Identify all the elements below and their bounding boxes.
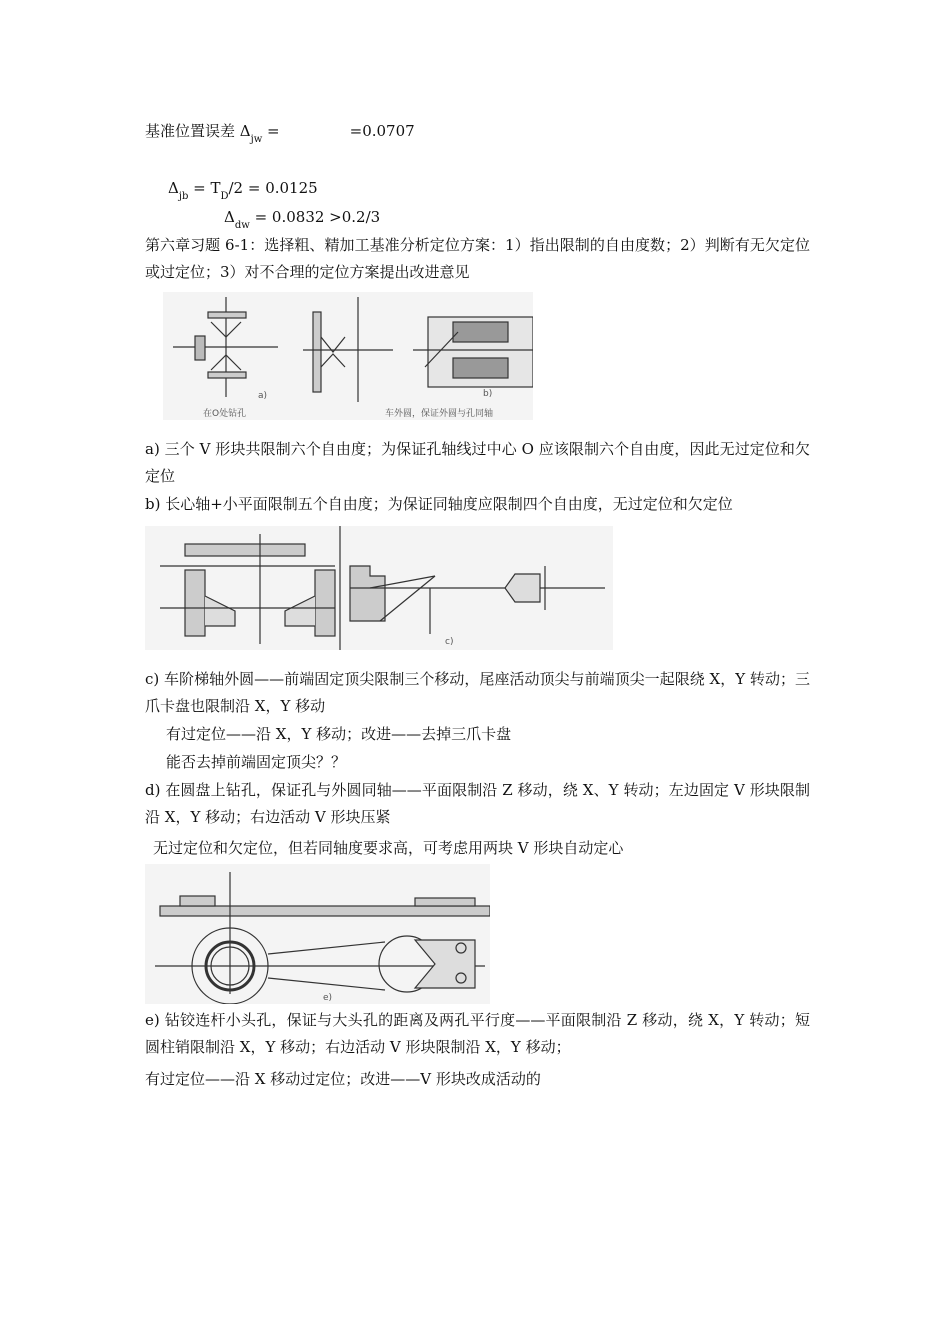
equation-jw: 基准位置误差 $\Delta_{jw} = =0.0707$ xyxy=(145,122,415,145)
figure-e xyxy=(145,864,490,1004)
figure-c xyxy=(145,526,613,650)
equation-dw: $\Delta_{dw} = 0.0832 >0.2/3$ xyxy=(224,208,381,231)
paragraph-c: c) 车阶梯轴外圆——前端固定顶尖限制三个移动，尾座活动顶尖与前端顶尖一起限绕 X，Y 转动；三爪卡盘也限制沿 X，Y 移动 xyxy=(145,670,810,715)
paragraph-a: a) 三个 V 形块共限制六个自由度；为保证孔轴线过中心 O 应该限制六个自由度，因此无过定位和欠定位 xyxy=(145,440,810,485)
paragraph-b: b) 长心轴+小平面限制五个自由度；为保证同轴度应限制四个自由度，无过定位和欠定位 xyxy=(145,495,733,513)
figure-a-b xyxy=(163,292,533,420)
paragraph-d: d) 在圆盘上钻孔，保证孔与外圆同轴——平面限制沿 Z 移动，绕 X、Y 转动；左边固定 V 形块限制沿 X，Y 移动；右边活动 V 形块压紧 xyxy=(145,781,810,826)
caption-drill-o: 在O处钻孔 xyxy=(203,409,247,419)
paragraph-c-fix: 有过定位——沿 X，Y 移动；改进——去掉三爪卡盘 xyxy=(166,725,512,743)
equation-jb: $\Delta_{jb} = T_D/2 = 0.0125$ xyxy=(168,179,318,202)
caption-turn-outer: 车外圆，保证外圆与孔同轴 xyxy=(385,409,494,419)
label-b: b) xyxy=(483,389,493,399)
label-e: e) xyxy=(323,993,333,1003)
label-a: a) xyxy=(258,391,268,401)
problem-statement: 第六章习题 6-1：选择粗、精加工基准分析定位方案：1）指出限制的自由度数；2）判断有无欠定位或过定位；3）对不合理的定位方案提出改进意见 xyxy=(145,236,810,281)
label-c: c) xyxy=(445,637,454,647)
paragraph-c-question: 能否去掉前端固定顶尖？？ xyxy=(166,753,347,771)
paragraph-d-note: 无过定位和欠定位，但若同轴度要求高，可考虑用两块 V 形块自动定心 xyxy=(153,839,624,857)
paragraph-e: e) 钻铰连杆小头孔，保证与大头孔的距离及两孔平行度——平面限制沿 Z 移动，绕 X，Y 转动；短圆柱销限制沿 X，Y 移动；右边活动 V 形块限制沿 X，Y 移动； xyxy=(145,1011,810,1056)
paragraph-e-fix: 有过定位——沿 X 移动过定位；改进——V 形块改成活动的 xyxy=(145,1070,541,1088)
